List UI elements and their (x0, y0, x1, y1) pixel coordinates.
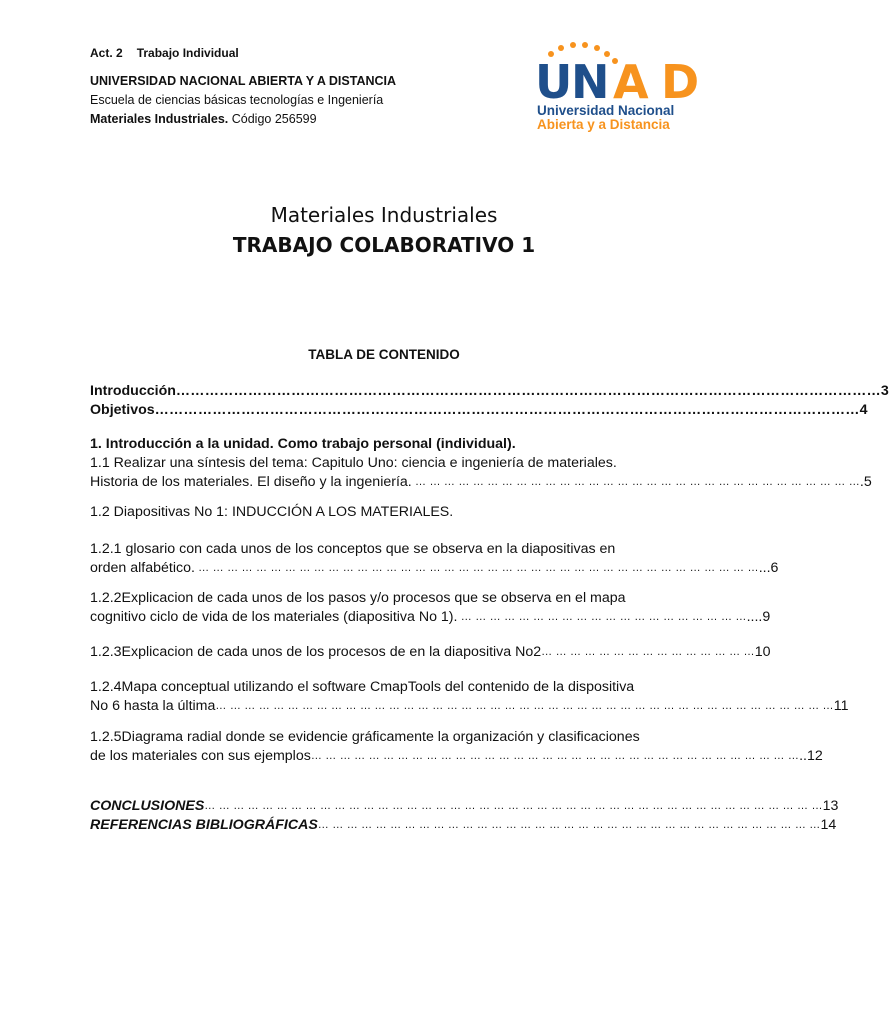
logo-letter-d: D (661, 55, 700, 109)
toc-item-1-1-line2[interactable] (90, 473, 872, 492)
toc-leader: … … … … … … … … … … … … … … … … … … … … … … … … … … … … … … … … … … … … … … … … … … … (204, 800, 823, 812)
toc-section1-title[interactable]: 1. Introducción a la unidad. Como trabajo personal (individual). (90, 436, 516, 452)
toc-item-1-2-4-line1[interactable]: 1.2.4Mapa conceptual utilizando el software CmapTools del contenido de la dispositiva (90, 679, 635, 695)
activity-title: Trabajo Individual (136, 46, 239, 60)
toc-entry-label: orden alfabético. (90, 560, 195, 576)
toc-item-1-2-4 (90, 678, 849, 716)
toc-item-1-2-5 (90, 728, 823, 766)
toc-main-entries (90, 382, 889, 420)
toc-leader: … … … … … … … … … … … … … … … … … … … … … … … … … … … … … … … … … … … … … … … … … … … (215, 700, 834, 712)
toc-entry-label: Objetivos (90, 402, 155, 418)
activity-number: Act. 2 (90, 46, 123, 60)
toc-entry-objetivos[interactable] (90, 401, 868, 420)
toc-entry-label: Historia de los materiales. El diseño y la ingeniería. (90, 474, 412, 490)
logo-letter-u: U (535, 55, 573, 109)
toc-entry-label: No 6 hasta la última (90, 698, 216, 714)
toc-item-1-2-1 (90, 540, 779, 578)
toc-end-entries (90, 797, 839, 835)
toc-item-1-2-1-line1[interactable]: 1.2.1 glosario con cada unos de los conceptos que se observa en la diapositivas en (90, 541, 616, 557)
toc-leader: … … … … … … … … … … … … … … … … … … … … … … … … … … … … … … … … … … (310, 750, 800, 762)
toc-item-1-2-4-line2[interactable] (90, 697, 849, 716)
toc-leader: … … … … … … … … … … … … … … … … … … … … … … … … … … … … … … … (411, 476, 860, 488)
toc-page: 3 (880, 383, 889, 399)
document-header (90, 44, 396, 129)
toc-entry-label: CONCLUSIONES (90, 798, 205, 814)
toc-entry-label: Introducción (90, 383, 176, 399)
toc-page: 14 (820, 817, 837, 833)
toc-item-1-2-3-line[interactable] (90, 643, 771, 662)
logo-line1: Universidad Nacional (537, 103, 675, 118)
toc-section1 (90, 435, 872, 492)
toc-page: 10 (754, 644, 771, 660)
toc-item-1-2-3 (90, 643, 771, 662)
course-name: Materiales Industriales. (90, 112, 229, 126)
toc-item-1-2-2 (90, 589, 771, 627)
toc-heading: TABLA DE CONTENIDO (308, 347, 460, 362)
title-line1: Materiales Industriales (270, 203, 498, 227)
document-title (0, 200, 768, 260)
logo-letter-n: N (571, 55, 610, 109)
toc-leader: … … … … … … … … … … … … … … … … … … … … … … … … … … … … … … … … … … … (317, 819, 821, 831)
toc-entry-label: de los materiales con sus ejemplos (90, 748, 311, 764)
unad-logo (533, 40, 723, 132)
toc-leader: … … … … … … … … … … … … … … … … … … … … (457, 611, 747, 623)
course-code: Código 256599 (231, 112, 317, 126)
toc-item-1-2 (90, 503, 680, 522)
toc-page: .5 (859, 474, 872, 490)
toc-page: 11 (833, 698, 849, 714)
activity-line (90, 44, 396, 63)
toc-leader: … … … … … … … … … … … … … … … (541, 646, 755, 658)
toc-item-1-2-text[interactable]: 1.2 Diapositivas No 1: INDUCCIÓN A LOS MATERIALES. (90, 504, 454, 520)
university-name: UNIVERSIDAD NACIONAL ABIERTA Y A DISTANCIA (90, 74, 397, 88)
title-line2: TRABAJO COLABORATIVO 1 (232, 233, 536, 257)
school-name: Escuela de ciencias básicas tecnologías e Ingeniería (90, 93, 384, 107)
toc-entry-referencias[interactable] (90, 816, 837, 835)
toc-entry-intro[interactable] (90, 382, 889, 401)
toc-item-1-2-5-line2[interactable] (90, 747, 823, 766)
toc-item-1-2-2-line2[interactable] (90, 608, 771, 627)
toc-page: 4 (859, 402, 868, 418)
logo-letter-a: A (613, 55, 649, 109)
toc-item-1-2-2-line1[interactable]: 1.2.2Explicacion de cada unos de los pasos y/o procesos que se observa en el mapa (90, 590, 626, 606)
toc-page: ..12 (799, 748, 823, 764)
toc-leader: … … … … … … … … … … … … … … … … … … … … … … … … … … … … … … … … … … … … … … … (194, 562, 759, 574)
toc-item-1-2-5-line1[interactable]: 1.2.5Diagrama radial donde se evidencie gráficamente la organización y clasificaciones (90, 729, 640, 745)
toc-page: ....9 (746, 609, 771, 625)
toc-page: ...6 (758, 560, 779, 576)
course-line (90, 110, 396, 129)
toc-item-1-1-line1[interactable]: 1.1 Realizar una síntesis del tema: Capitulo Uno: ciencia e ingeniería de materiales. (90, 455, 617, 471)
toc-page: 13 (822, 798, 839, 814)
toc-entry-label: 1.2.3Explicacion de cada unos de los procesos de en la diapositiva No2 (90, 644, 542, 660)
toc-item-1-2-1-line2[interactable] (90, 559, 779, 578)
toc-entry-label: REFERENCIAS BIBLIOGRÁFICAS (90, 817, 318, 833)
logo-line2: Abierta y a Distancia (537, 117, 670, 132)
toc-leader: ………………………………………………………………………………………………………………………………… (175, 383, 881, 399)
toc-entry-conclusiones[interactable] (90, 797, 839, 816)
toc-leader: ………………………………………………………………………………………………………………………………… (154, 402, 860, 418)
toc-entry-label: cognitivo ciclo de vida de los materiales (diapositiva No 1). (90, 609, 458, 625)
unad-logo-graphic (533, 40, 723, 132)
